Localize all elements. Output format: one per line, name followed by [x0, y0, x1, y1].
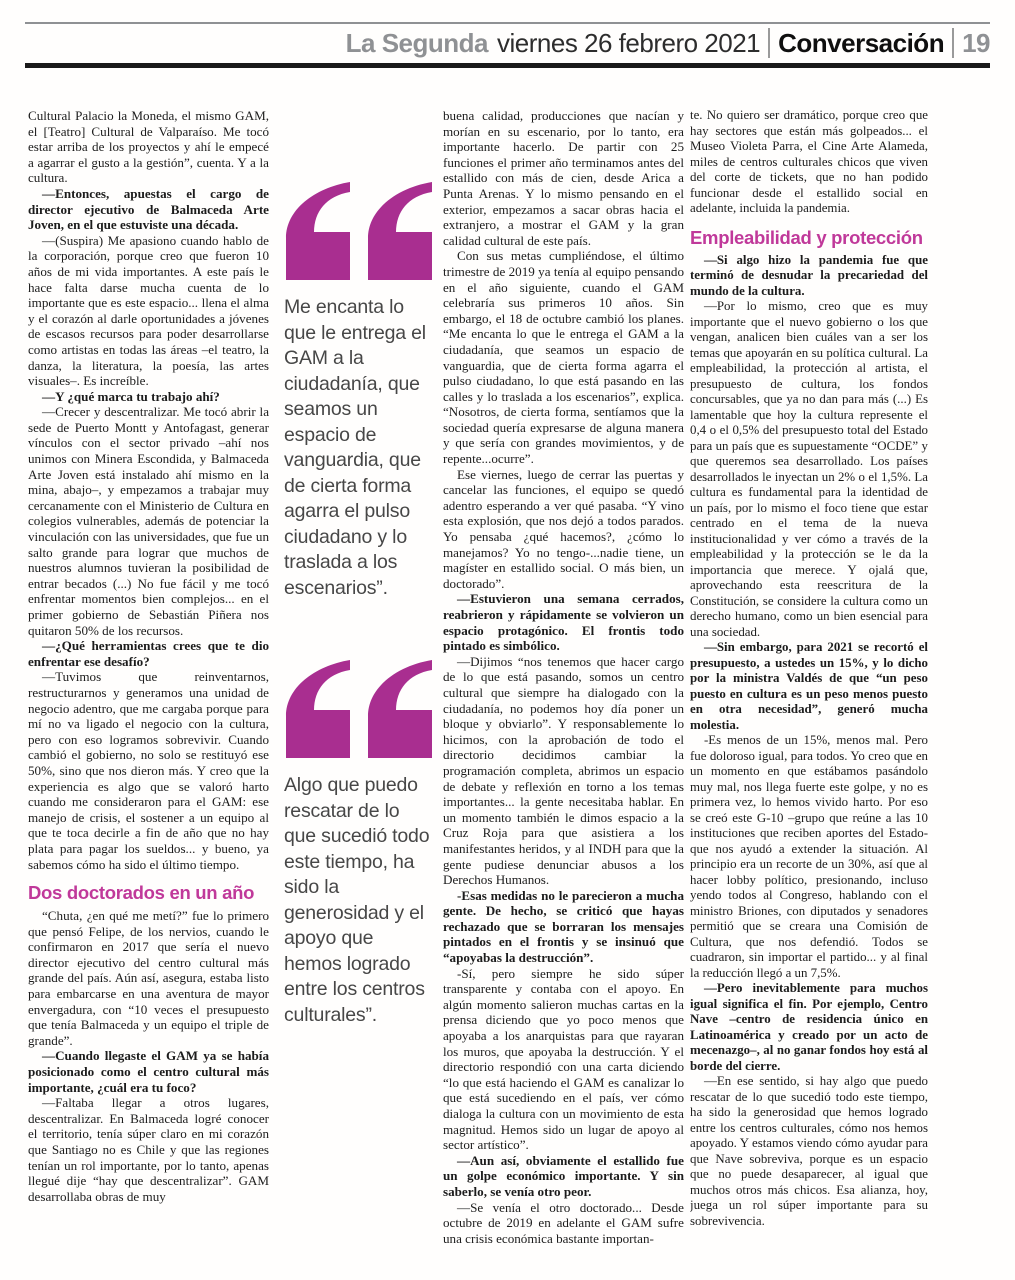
article-paragraph: Cultural Palacio la Moneda, el mismo GAM, el [Teatro] Cultural de Valparaíso. Me tocó estar arriba de los proyectos y ahí le empecé a agarrar el gusto a la gestión”, cuenta. Y a la cultura.	[28, 108, 269, 186]
pull-quote-text: Algo que puedo rescatar de lo que sucedió todo este tiempo, ha sido la generosidad y el apoyo que hemos logrado entre los centros culturales”.	[284, 774, 430, 1026]
article-column-1	[28, 108, 269, 1275]
article-paragraph: —Por lo mismo, creo que es muy importante que el nuevo gobierno o los que vengan, analicen bien cuáles van a ser los temas que apoyarán en su política cultural. La empleabilidad, la protección al artista, el presupuesto de cultura, los fondos concursables, que ya no dan para más (...) Es lamentable que hoy la cultura represente el 0,4 o el 0,5% del presupuesto total del Estado para un país que es supuestamente “OCDE” y que queremos sea desarrollado. Los países desarrollados le inyectan un 2% o el 1,5%. La cultura es fundamental para la identidad de un país, por lo mismo el foco tiene que estar centrado en el tema de la nueva institucionalidad y ver cómo a través de la empleabilidad y la protección se le da la importancia que merece. Y ojalá que, aprovechando esta reescritura de la Constitución, se considere la cultura como un derecho humano, como un bien esencial para una sociedad.	[690, 299, 928, 639]
article-paragraph: -Esas medidas no le parecieron a mucha gente. De hecho, se criticó que hayas rechazado que se borraran los mensajes pintados en el frontis y se insinuó que “apoyabas la destrucción”.	[443, 887, 684, 966]
article-paragraph: —Estuvieron una semana cerrados, reabrieron y rápidamente se volvieron un espacio protagónico. El frontis todo pintado es simbólico.	[443, 591, 684, 654]
article-paragraph: —Se venía el otro doctorado... Desde octubre de 2019 en adelante el GAM sufre una crisis económica bastante importan-	[443, 1199, 684, 1246]
quote-marks-icon	[284, 182, 434, 281]
article-column-2	[443, 108, 684, 1275]
article-paragraph: —Cuando llegaste el GAM ya se había posicionado como el centro cultural más importante, ¿cuál era tu foco?	[28, 1048, 269, 1095]
masthead	[346, 26, 990, 60]
edition-date: viernes 26 febrero 2021	[497, 27, 761, 58]
article-paragraph: —¿Qué herramientas crees que te dio enfrentar ese desafío?	[28, 638, 269, 669]
article-paragraph: —Faltaba llegar a otros lugares, descentralizar. En Balmaceda logré conocer el territorio, tenía súper claro en mi corazón que Santiago no es Chile y que las regiones tenían un rol importante, por lo tanto, apenas llegué dije “hay que descentralizar”. GAM desarrollaba obras de muy	[28, 1095, 269, 1204]
header-top-rule	[25, 22, 990, 24]
pull-quote-1	[284, 182, 436, 601]
article-paragraph: -Sí, pero siempre he sido súper transparente y contaba con el apoyo. En algún momento salieron muchas cartas en la prensa diciendo que yo poco menos que apoyaba a los anarquistas para que rayaran los muros, que apoyaba la destrucción. Y el directorio respondió con una carta diciendo “lo que está haciendo el GAM es canalizar lo que está sucediendo en el país, ver cómo dialoga la cultura con un movimiento de esta magnitud. Hemos sido un lugar de apoyo al sector artístico”.	[443, 965, 684, 1153]
article-paragraph: —En ese sentido, si hay algo que puedo rescatar de lo que sucedió todo este tiempo, ha sido la generosidad que hemos logrado entre los centros culturales, cómo nos hemos apoyado. Y estamos viendo cómo ayudar para que Nave sobreviva, porque es un espacio que no puede desaparecer, al igual que muchos otros más chicos. Esa alianza, hoy, juega un rol súper importante para su sobrevivencia.	[690, 1074, 928, 1228]
header-divider	[768, 28, 770, 58]
article-paragraph: —Entonces, apuestas el cargo de director ejecutivo de Balmaceda Arte Joven, en el que estuviste una década.	[28, 185, 269, 233]
article-paragraph: te. No quiero ser dramático, porque creo que hay sectores que están más golpeados... el Museo Violeta Parra, el Cine Arte Alameda, miles de centros culturales chicos que viven del corte de tickets, que no han podido funcionar desde el estallido social en adelante, incluida la pandemia.	[690, 108, 928, 215]
header-bottom-rule	[25, 63, 990, 68]
article-paragraph: —(Suspira) Me apasiono cuando hablo de la corporación, porque creo que fueron 10 años de mi vida importantes. A este país le hace falta darse mucha cuenta de lo importante que es este espacio... llena el alma y el corazón al darle oportunidades a jóvenes de escasos recursos para poder desarrollarse como artistas en todas las áreas –el teatro, la danza, la literatura, la poesía, las artes visuales–. Es increíble.	[28, 232, 269, 389]
pull-quote-text: Me encanta lo que le entrega el GAM a la ciudadanía, que seamos un espacio de vanguardia, que de cierta forma agarra el pulso ciudadano y lo traslada a los escenarios”.	[284, 296, 426, 599]
header-divider	[952, 28, 954, 58]
pull-quote-column	[284, 108, 436, 1275]
article-paragraph: Ese viernes, luego de cerrar las puertas y cancelar las funciones, el equipo se quedó adentro esperando a ver qué pasaba. “Y vino esta explosión, que nos dejó a todos parados. Yo pensaba ¿qué hacemos?, ¿cómo lo manejamos? Yo no tengo-...nadie tiene, un magíster en estallido social. O más bien, un doctorado”.	[443, 466, 684, 591]
article-paragraph: -Es menos de un 15%, menos mal. Pero fue doloroso igual, para todos. Yo creo que en un momento en que estábamos pasándolo muy mal, nos llega fuerte este golpe, y no es primera vez, lo hemos vivido harto. Por eso se creó este G-10 –grupo que reúne a las 10 instituciones que reciben aportes del Estado- que nos ayudó a extender la situación. Al principio era un recorte de un 30%, así que al hacer lobby político, presionando, incluso yendo todos al Congreso, hablando con el ministro Briones, con diputados y senadores permitió que se creara una Comisión de Cultura, que nos defendió. Todos se cuadraron, sin importar el partido... y al final la reducción llegó a un 7,5%.	[690, 733, 928, 980]
article-paragraph: Con sus metas cumpliéndose, el último trimestre de 2019 ya tenía al equipo pensando en el año siguiente, cuando el GAM celebraría sus primeros 10 años. Sin embargo, el 18 de octubre cambió los planes. “Me encanta lo que le entrega el GAM a la ciudadanía, que seamos un espacio de vanguardia, que de cierta forma agarra el pulso ciudadano, lo que está pasando en las calles y lo traslada a los escenarios”, explica. “Nosotros, de cierta forma, sentíamos que la sociedad quería expresarse de alguna manera y que sería con grandes movimientos, y de repente...ocurre”.	[443, 248, 684, 467]
article-paragraph: buena calidad, producciones que nacían y morían en su escenario, por lo tanto, era importante hacerlo. De partir con 25 funciones el primer año terminamos antes del estallido con más de cien, desde Arica a Punta Arenas. Y lo mismo pensando en el exterior, empezamos a sacar obras hacia el extranjero, a mostrar el GAM y la gran calidad cultural de este país.	[443, 108, 684, 248]
article-paragraph: “Chuta, ¿en qué me metí?” fue lo primero que pensó Felipe, de los nervios, cuando le confirmaron en 2017 que sería el nuevo director ejecutivo del centro cultural más grande del país. Aún así, asegura, estaba listo para embarcarse en una aventura de mayor envergadura, con “10 veces el presupuesto que tenía Balmaceda y un equipo el triple de grande”.	[28, 908, 269, 1048]
section-subhead: Dos doctorados en un año	[28, 882, 255, 904]
section-title: Conversación	[778, 27, 945, 58]
pull-quote-2	[284, 660, 436, 1028]
article-paragraph: —Tuvimos que reinventarnos, restructurarnos y generamos una unidad de negocio adentro, que me cargaba porque para mí no va ligado el negocio con la cultura, pero con eso logramos sobrevivir. Cuando cambió el gobierno, no solo se restituyó ese 50%, sino que nos dieron más. Y creo que la experiencia es algo que se valoró harto cuando me consideraron para el GAM: ese manejo de crisis, el sostener a un equipo al que te toca decirle a fin de año que no hay plata para pagar los sueldos... y bueno, ya sabemos cómo ha sido el último tiempo.	[28, 669, 269, 872]
article-paragraph: —Y ¿qué marca tu trabajo ahí?	[42, 388, 220, 404]
page-number: 19	[962, 27, 990, 58]
article-paragraph: —Dijimos “nos tenemos que hacer cargo de lo que está pasando, somos un centro cultural que siempre ha dialogado con la ciudadanía, no podemos hoy día poner un bloque y obviarlo”. Y responsablemente lo hicimos, con la aprobación de todo el directorio decidimos cambiar la programación completa, abrimos un espacio de debate y reflexión en torno a los temas importantes... la gente necesitaba hablar. En un momento también le dimos espacio a la Cruz Roja para que asistiera a los manifestantes heridos, y al INDH para que la gente pudiese denunciar abusos a los Derechos Humanos.	[443, 653, 684, 888]
newspaper-brand: La Segunda	[345, 27, 488, 58]
article-column-3	[690, 108, 928, 1275]
quote-marks-icon	[284, 660, 434, 759]
article-paragraph: —Sin embargo, para 2021 se recortó el presupuesto, a ustedes un 15%, y lo dicho por la ministra Valdés de que “un peso puesto en cultura es un peso menos puesto en otra necesidad”, generó mucha molestia.	[690, 640, 928, 732]
article-paragraph: —Pero inevitablemente para muchos igual significa el fin. Por ejemplo, Centro Nave –centro de residencia único en Latinoamérica y creado por un acto de mecenazgo–, al no ganar fondos hoy está al borde del cierre.	[690, 981, 928, 1073]
article-paragraph: —Si algo hizo la pandemia fue que terminó de desnudar la precariedad del mundo de la cultura.	[690, 252, 928, 298]
section-subhead: Empleabilidad y protección	[690, 226, 923, 248]
article-paragraph: —Aun así, obviamente el estallido fue un golpe económico importante. Y sin saberlo, se venía otro peor.	[443, 1152, 684, 1199]
article-paragraph: —Crecer y descentralizar. Me tocó abrir la sede de Puerto Montt y Antofagast, generar vínculos con el sector privado –ahí nos unimos con Minera Escondida, y Balmaceda Arte Joven está instalado ahí mismo en la mina, abajo–, y empezamos a trabajar muy cercanamente con el Ministerio de Cultura en colegios vulnerables, además de potenciar la vinculación con las universidades, que fue un salto grande para lograr que muchos de nuestros alumnos tuvieran la posibilidad de entrar becados (...) No fue fácil y me tocó enfrentar momentos bien complejos... en el primer gobierno de Sebastián Piñera nos quitaron 50% de los recursos.	[28, 404, 269, 638]
